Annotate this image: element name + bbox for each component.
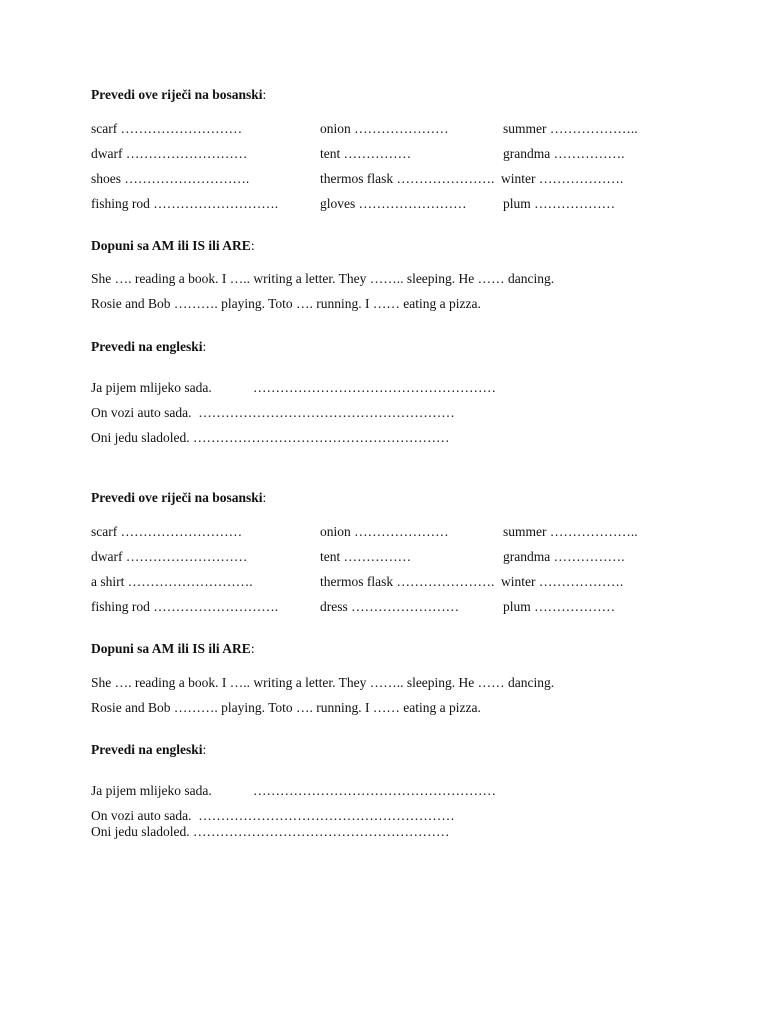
vocab-item: plum ……………… xyxy=(503,196,616,211)
translate-line xyxy=(91,405,455,421)
vocab-item: tent …………… xyxy=(320,549,412,564)
vocab-item: dress …………………… xyxy=(320,599,460,614)
vocab-item: thermos flask …………………. xyxy=(320,574,495,589)
translate-heading xyxy=(91,742,206,758)
translate-blank: ……………………………………………… xyxy=(253,783,496,798)
vocab-item: winter ………………. xyxy=(501,171,624,186)
translate-blank: ………………………………………………… xyxy=(192,824,450,839)
vocab-heading-text: Prevedi ove riječi na bosanski xyxy=(91,87,263,102)
vocab-heading xyxy=(91,87,266,103)
translate-line xyxy=(91,824,449,840)
vocab-heading-colon: : xyxy=(262,490,267,505)
vocab-item: gloves …………………… xyxy=(320,196,467,211)
vocab-item: summer ……………….. xyxy=(503,524,638,539)
translate-sentence: Ja pijem mlijeko sada. xyxy=(91,380,212,395)
vocab-item: grandma ……………. xyxy=(503,146,625,161)
vocab-item: scarf ……………………… xyxy=(91,121,243,136)
translate-heading-text: Prevedi na engleski xyxy=(91,339,203,354)
vocab-item: scarf ……………………… xyxy=(91,524,243,539)
translate-sentence: Oni jedu sladoled. xyxy=(91,430,190,445)
vocab-item: onion ………………… xyxy=(320,524,449,539)
vocab-item: a shirt ………………………. xyxy=(91,574,253,589)
translate-sentence: On vozi auto sada. xyxy=(91,808,192,823)
translate-sentence: Ja pijem mlijeko sada. xyxy=(91,783,212,798)
fill-heading xyxy=(91,238,255,254)
vocab-heading-text: Prevedi ove riječi na bosanski xyxy=(91,490,263,505)
vocab-item: dwarf ……………………… xyxy=(91,146,248,161)
fill-sentence: Rosie and Bob ………. playing. Toto …. running. I …… eating a pizza. xyxy=(91,296,481,311)
vocab-item: onion ………………… xyxy=(320,121,449,136)
fill-heading-text: Dopuni sa AM ili IS ili ARE xyxy=(91,238,251,253)
vocab-item: winter ………………. xyxy=(501,574,624,589)
translate-line xyxy=(91,430,449,446)
translate-heading-colon: : xyxy=(202,742,207,757)
vocab-item: dwarf ……………………… xyxy=(91,549,248,564)
vocab-item: grandma ……………. xyxy=(503,549,625,564)
translate-blank: ………………………………………………… xyxy=(198,405,455,420)
vocab-item: summer ……………….. xyxy=(503,121,638,136)
fill-heading xyxy=(91,641,255,657)
translate-sentence: Oni jedu sladoled. xyxy=(91,824,190,839)
vocab-heading-colon: : xyxy=(262,87,267,102)
vocab-item: fishing rod ………………………. xyxy=(91,599,279,614)
fill-sentence: Rosie and Bob ………. playing. Toto …. running. I …… eating a pizza. xyxy=(91,700,481,715)
fill-sentence: She …. reading a book. I ….. writing a letter. They …….. sleeping. He …… dancing. xyxy=(91,675,555,690)
fill-sentence: She …. reading a book. I ….. writing a letter. They …….. sleeping. He …… dancing. xyxy=(91,271,555,286)
fill-heading-colon: : xyxy=(250,238,255,253)
vocab-item: shoes ………………………. xyxy=(91,171,250,186)
translate-sentence: On vozi auto sada. xyxy=(91,405,192,420)
vocab-item: thermos flask …………………. xyxy=(320,171,495,186)
translate-blank: ………………………………………………… xyxy=(192,430,450,445)
translate-heading-text: Prevedi na engleski xyxy=(91,742,203,757)
translate-heading xyxy=(91,339,206,355)
translate-blank: ……………………………………………… xyxy=(253,380,496,395)
fill-heading-colon: : xyxy=(250,641,255,656)
vocab-heading xyxy=(91,490,266,506)
vocab-item: tent …………… xyxy=(320,146,412,161)
vocab-item: fishing rod ………………………. xyxy=(91,196,279,211)
fill-heading-text: Dopuni sa AM ili IS ili ARE xyxy=(91,641,251,656)
vocab-item: plum ……………… xyxy=(503,599,616,614)
translate-heading-colon: : xyxy=(202,339,207,354)
translate-line xyxy=(91,808,455,824)
translate-blank: ………………………………………………… xyxy=(198,808,455,823)
